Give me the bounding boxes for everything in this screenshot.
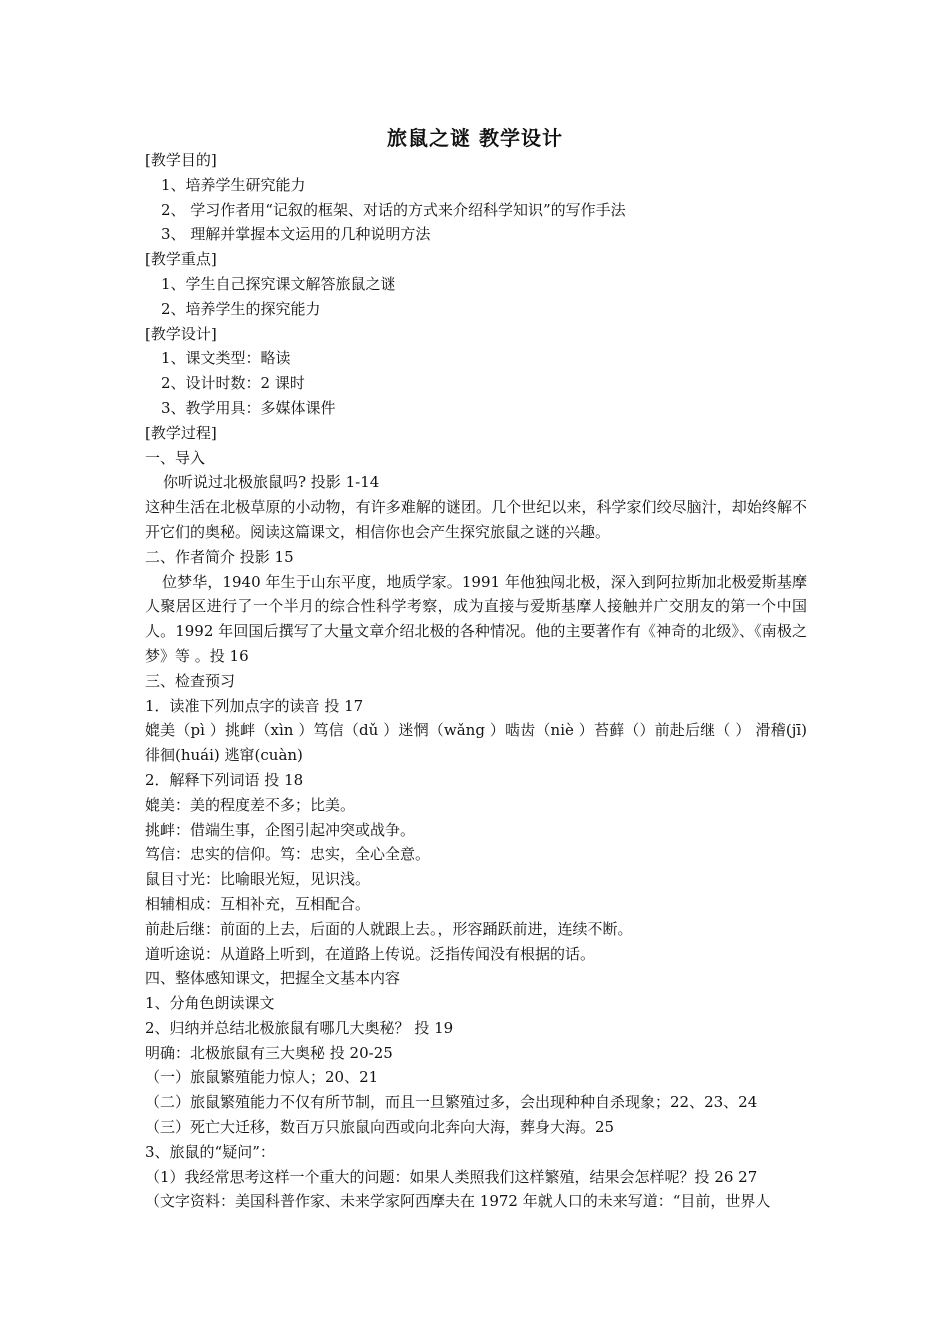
section-list-1 bbox=[145, 148, 807, 495]
text-line: 前赴后继：前面的上去，后面的人就跟上去。，形容踊跃前进，连续不断。 bbox=[145, 919, 633, 938]
text-line: 一、导入 bbox=[145, 448, 206, 467]
text-line: [教学过程] bbox=[145, 423, 217, 442]
paragraph-intro: 这种生活在北极草原的小动物，有许多难解的谜团。几个世纪以来，科学家们绞尽脑汁，却始终解不开它们的奥秘。阅读这篇课文，相信你也会产生探究旅鼠之谜的兴趣。 bbox=[145, 498, 807, 541]
text-line: 三、检查预习 bbox=[145, 671, 236, 690]
text-line: （三）死亡大迁移，数百万只旅鼠向西或向北奔向大海，葬身大海。25 bbox=[145, 1118, 615, 1137]
text-line: （文字资料：美国科普作家、未来学家阿西摩夫在 1972 年就人口的未来写道：“目前，世界人 bbox=[145, 1192, 771, 1211]
text-line: 相辅相成：互相补充，互相配合。 bbox=[145, 894, 371, 913]
text-line: [教学重点] bbox=[145, 250, 217, 269]
text-line: 3、旅鼠的“疑问”： bbox=[145, 1142, 275, 1161]
text-line: 2、归纳并总结北极旅鼠有哪几大奥秘？ 投 19 bbox=[145, 1018, 454, 1037]
text-line: 2、设计时数：2 课时 bbox=[161, 374, 305, 393]
text-line: 媲美：美的程度差不多；比美。 bbox=[145, 795, 356, 814]
text-line: （一）旅鼠繁殖能力惊人；20、21 bbox=[145, 1068, 379, 1087]
paragraph-pronunciation: 媲美（pì ）挑衅（xìn ）笃信（dǔ ）迷惘（wǎng ）啮齿（niè ）苔藓（）前赴后继（ ） 滑稽(jī) 徘徊(huái) 逃窜(cuàn) bbox=[145, 721, 807, 765]
text-line: 2、培养学生的探究能力 bbox=[161, 299, 321, 318]
text-line: 3、教学用具：多媒体课件 bbox=[161, 398, 336, 417]
text-line: 四、整体感知课文，把握全文基本内容 bbox=[145, 969, 401, 988]
text-line: 1、培养学生研究能力 bbox=[161, 175, 306, 194]
document-title: 旅鼠之谜 教学设计 bbox=[387, 126, 563, 150]
section-list-4 bbox=[145, 768, 807, 1214]
text-line: 1、分角色朗读课文 bbox=[145, 994, 275, 1013]
text-line: 挑衅：借端生事，企图引起冲突或战争。 bbox=[145, 820, 416, 839]
section-list-2 bbox=[145, 545, 807, 570]
text-line: 1、课文类型：略读 bbox=[161, 349, 291, 368]
section-list-3 bbox=[145, 669, 807, 719]
text-line: 你听说过北极旅鼠吗? 投影 1-14 bbox=[163, 473, 380, 492]
paragraph-author-bio: 位梦华，1940 年生于山东平度，地质学家。1991 年他独闯北极，深入到阿拉斯加北极爱斯基摩人聚居区进行了一个半月的综合性科学考察，成为直接与爱斯基摩人接触并广交朋友的第一个中国人。1992 年回国后撰写了大量文章介绍北极的各种情况。他的主要著作有《神奇的北级》、《南极之梦》等 。投 16 bbox=[145, 572, 807, 665]
text-line: 3、 理解并掌握本文运用的几种说明方法 bbox=[161, 225, 431, 244]
text-line: 1、学生自己探究课文解答旅鼠之谜 bbox=[161, 274, 396, 293]
text-line: 鼠目寸光：比喻眼光短，见识浅。 bbox=[145, 870, 371, 889]
text-line: 1．读准下列加点字的读音 投 17 bbox=[145, 696, 364, 715]
text-line: 笃信：忠实的信仰。笃：忠实，全心全意。 bbox=[145, 845, 431, 864]
text-line: 2．解释下列词语 投 18 bbox=[145, 770, 304, 789]
text-line: 明确：北极旅鼠有三大奥秘 投 20-25 bbox=[145, 1043, 393, 1062]
text-line: （1）我经常思考这样一个重大的问题：如果人类照我们这样繁殖，结果会怎样呢？投 26 27 bbox=[145, 1167, 758, 1186]
text-line: 道听途说：从道路上听到，在道路上传说。泛指传闻没有根据的话。 bbox=[145, 944, 596, 963]
text-line: [教学设计] bbox=[145, 324, 217, 343]
text-line: 2、 学习作者用“记叙的框架、对话的方式来介绍科学知识”的写作手法 bbox=[161, 200, 626, 219]
text-line: （二）旅鼠繁殖能力不仅有所节制，而且一旦繁殖过多，会出现种种自杀现象；22、23、24 bbox=[145, 1093, 758, 1112]
text-line: 二、作者简介 投影 15 bbox=[145, 547, 294, 566]
text-line: [教学目的] bbox=[145, 151, 217, 169]
document-body bbox=[145, 148, 807, 1214]
